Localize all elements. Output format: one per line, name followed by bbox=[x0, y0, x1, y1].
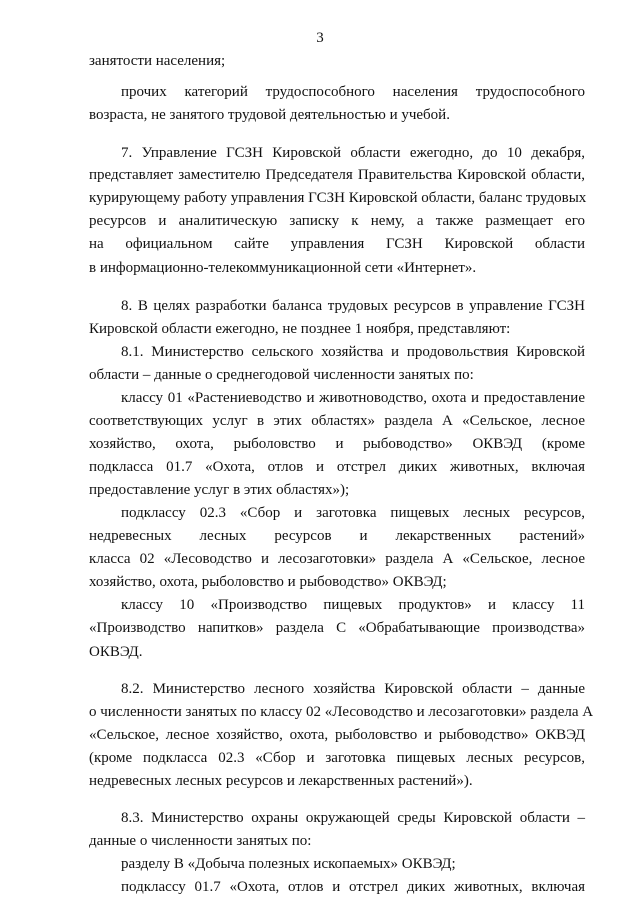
text-line: 8.3. Министерство охраны окружающей среды Кировской области – bbox=[121, 810, 585, 826]
text-line: 8. В целях разработки баланса трудовых ресурсов в управление ГСЗН bbox=[121, 298, 585, 314]
text-line: занятости населения; bbox=[89, 53, 226, 69]
text-line: в информационно-телекоммуникационной сети «Интернет». bbox=[89, 260, 477, 276]
text-line: разделу В «Добыча полезных ископаемых» ОКВЭД; bbox=[121, 856, 456, 872]
text-line: о численности занятых по классу 02 «Лесоводство и лесозаготовки» раздела А bbox=[89, 704, 594, 720]
text-line: ресурсов и аналитическую записку к нему, а также размещает его bbox=[89, 213, 585, 229]
text-line: (кроме подкласса 02.3 «Сбор и заготовка пищевых лесных ресурсов, bbox=[89, 750, 585, 766]
text-line: ОКВЭД. bbox=[89, 644, 143, 660]
text-line: недревесных лесных ресурсов и лекарственных растений»). bbox=[89, 773, 473, 789]
text-line: 7. Управление ГСЗН Кировской области ежегодно, до 10 декабря, bbox=[121, 145, 585, 161]
text-line: Кировской области ежегодно, не позднее 1 ноября, представляют: bbox=[89, 321, 511, 337]
page-number: 3 bbox=[316, 30, 324, 46]
text-line: курирующему работу управления ГСЗН Кировской области, баланс трудовых bbox=[89, 190, 587, 206]
text-line: представляет заместителю Председателя Правительства Кировской области, bbox=[89, 167, 585, 183]
text-line: классу 01 «Растениеводство и животноводство, охота и предоставление bbox=[121, 390, 585, 406]
text-line: хозяйство, охота, рыболовство и рыбоводство» ОКВЭД; bbox=[89, 574, 447, 590]
text-line: предоставление услуг в этих областях»); bbox=[89, 482, 350, 498]
text-line: 8.1. Министерство сельского хозяйства и продовольствия Кировской bbox=[121, 344, 585, 360]
text-line: «Сельское, лесное хозяйство, охота, рыболовство и рыбоводство» ОКВЭД bbox=[89, 727, 585, 743]
text-line: «Производство напитков» раздела С «Обрабатывающие производства» bbox=[89, 620, 585, 636]
text-line: подклассу 02.3 «Сбор и заготовка пищевых лесных ресурсов, bbox=[121, 505, 585, 521]
text-line: области – данные о среднегодовой численности занятых по: bbox=[89, 367, 474, 383]
text-line: возраста, не занятого трудовой деятельностью и учебой. bbox=[89, 107, 450, 123]
text-line: подклассу 01.7 «Охота, отлов и отстрел диких животных, включая bbox=[121, 879, 585, 895]
text-line: соответствующих услуг в этих областях» раздела А «Сельское, лесное bbox=[89, 413, 585, 429]
text-line: подкласса 01.7 «Охота, отлов и отстрел диких животных, включая bbox=[89, 459, 585, 475]
text-line: классу 10 «Производство пищевых продуктов» и классу 11 bbox=[121, 597, 585, 613]
text-line: недревесных лесных ресурсов и лекарственных растений» bbox=[89, 528, 585, 544]
text-line: хозяйство, охота, рыболовство и рыбоводство» ОКВЭД (кроме bbox=[89, 436, 585, 452]
text-line: на официальном сайте управления ГСЗН Кировской области bbox=[89, 236, 585, 252]
text-line: класса 02 «Лесоводство и лесозаготовки» раздела А «Сельское, лесное bbox=[89, 551, 585, 567]
text-line: 8.2. Министерство лесного хозяйства Кировской области – данные bbox=[121, 681, 585, 697]
text-line: прочих категорий трудоспособного населения трудоспособного bbox=[121, 84, 585, 100]
text-line: данные о численности занятых по: bbox=[89, 833, 312, 849]
